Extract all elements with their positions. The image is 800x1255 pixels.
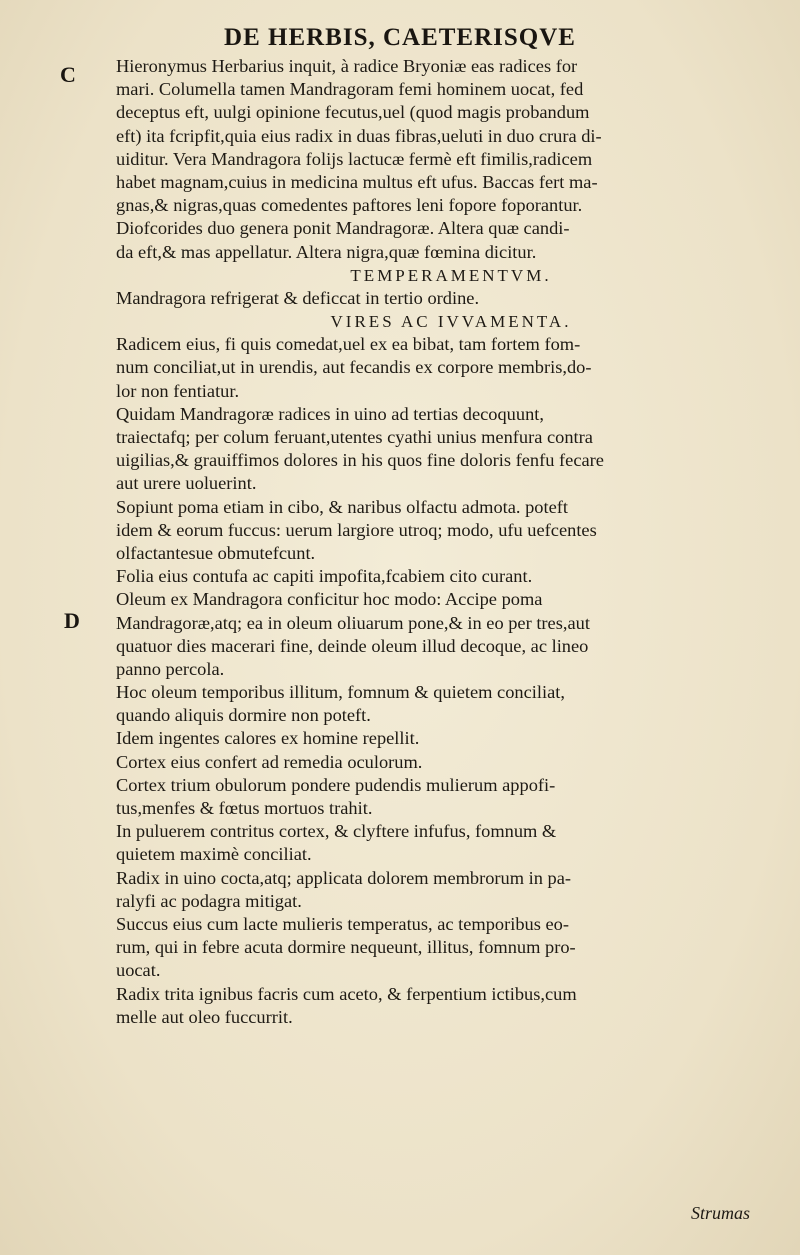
text-line: ralyfi ac podagra mitigat.: [116, 890, 302, 911]
text-line: tus,menfes & fœtus mortuos trahit.: [116, 798, 373, 818]
text-line: Idem ingentes calores ex homine repellit.: [116, 728, 420, 749]
text-line: aut urere uoluerint.: [116, 473, 257, 494]
text-line: idem & eorum fuccus: uerum largiore utroq; modo, ufu uefcentes: [116, 519, 597, 540]
text-line: panno percola.: [116, 658, 225, 679]
margin-letter-d: D: [64, 608, 80, 633]
text-line: da eft,& mas appellatur. Altera nigra,quæ fœmina dicitur.: [116, 241, 537, 262]
text-line: eft) ita fcripfit,quia eius radix in duas fibras,ueluti in duo crura di-: [116, 125, 602, 146]
text-line: Quidam Mandragoræ radices in uino ad tertias decoquunt,: [116, 403, 544, 424]
text-line: Diofcorides duo genera ponit Mandragoræ. Altera quæ candi-: [116, 218, 570, 239]
text-line: Cortex eius confert ad remedia oculorum.: [116, 751, 423, 772]
text-line: quietem maximè conciliat.: [116, 844, 312, 865]
text-line: Hoc oleum temporibus illitum, fomnum & quietem conciliat,: [116, 682, 565, 703]
text-line: lor non fentiatur.: [116, 380, 240, 401]
text-line: gnas,& nigras,quas comedentes paftores leni fopore foporantur.: [116, 195, 583, 216]
text-line: mari. Columella tamen Mandragoram femi hominem uocat, fed: [116, 79, 584, 100]
text-line: Mandragoræ,atq; ea in oleum oliuarum pone,& in eo per tres,aut: [116, 612, 590, 633]
text-line: Hieronymus Herbarius inquit, à radice Bryoniæ eas radices for: [116, 56, 578, 76]
text-line: Radicem eius, fi quis comedat,uel ex ea bibat, tam fortem fom-: [116, 334, 581, 355]
text-line: num conciliat,ut in urendis, aut fecandis ex corpore membris,do-: [116, 357, 592, 378]
text-line: habet magnam,cuius in medicina multus eft ufus. Baccas fert ma-: [116, 171, 598, 192]
catchword: Strumas: [690, 1203, 750, 1223]
text-line: Oleum ex Mandragora conficitur hoc modo: Accipe poma: [116, 589, 543, 610]
text-line: uocat.: [116, 960, 161, 981]
section-heading: VIRES AC IVVAMENTA.: [330, 312, 572, 332]
text-line: quando aliquis dormire non poteft.: [116, 705, 371, 726]
text-line: Radix in uino cocta,atq; applicata dolorem membrorum in pa-: [116, 867, 572, 888]
text-line: rum, qui in febre acuta dormire nequeunt, illitus, fomnum pro-: [116, 937, 576, 958]
text-line: olfactantesue obmutefcunt.: [116, 542, 316, 563]
text-line: Succus eius cum lacte mulieris temperatus, ac temporibus eo-: [116, 913, 569, 934]
text-line: traiectafq; per colum feruant,utentes cyathi unius menfura contra: [116, 427, 593, 447]
text-line: deceptus eft, uulgi opinione fecutus,uel (quod magis probandum: [116, 102, 590, 123]
text-line: melle aut oleo fuccurrit.: [116, 1006, 293, 1027]
running-head: DE HERBIS, CAETERISQVE: [224, 24, 576, 51]
text-line: Cortex trium obulorum pondere pudendis mulierum appofi-: [116, 774, 556, 795]
text-line: Folia eius contufa ac capiti impofita,fcabiem cito curant.: [116, 566, 533, 587]
text-line: quatuor dies macerari fine, deinde oleum illud decoque, ac lineo: [116, 635, 589, 656]
section-heading: TEMPERAMENTVM.: [350, 265, 552, 285]
text-line: uigilias,& grauiffimos dolores in his quos fine doloris fenfu fecare: [116, 450, 604, 471]
text-line: Sopiunt poma etiam in cibo, & naribus olfactu admota. poteft: [116, 496, 569, 517]
text-line: uiditur. Vera Mandragora folijs lactucæ fermè eft fimilis,radicem: [116, 148, 593, 169]
text-line: In puluerem contritus cortex, & clyftere infufus, fomnum &: [116, 821, 557, 842]
margin-letter-c: C: [60, 62, 76, 87]
text-line: Radix trita ignibus facris cum aceto, & ferpentium ictibus,cum: [116, 983, 577, 1004]
body-text: [116, 55, 786, 1029]
text-line: Mandragora refrigerat & deficcat in tertio ordine.: [116, 287, 480, 308]
